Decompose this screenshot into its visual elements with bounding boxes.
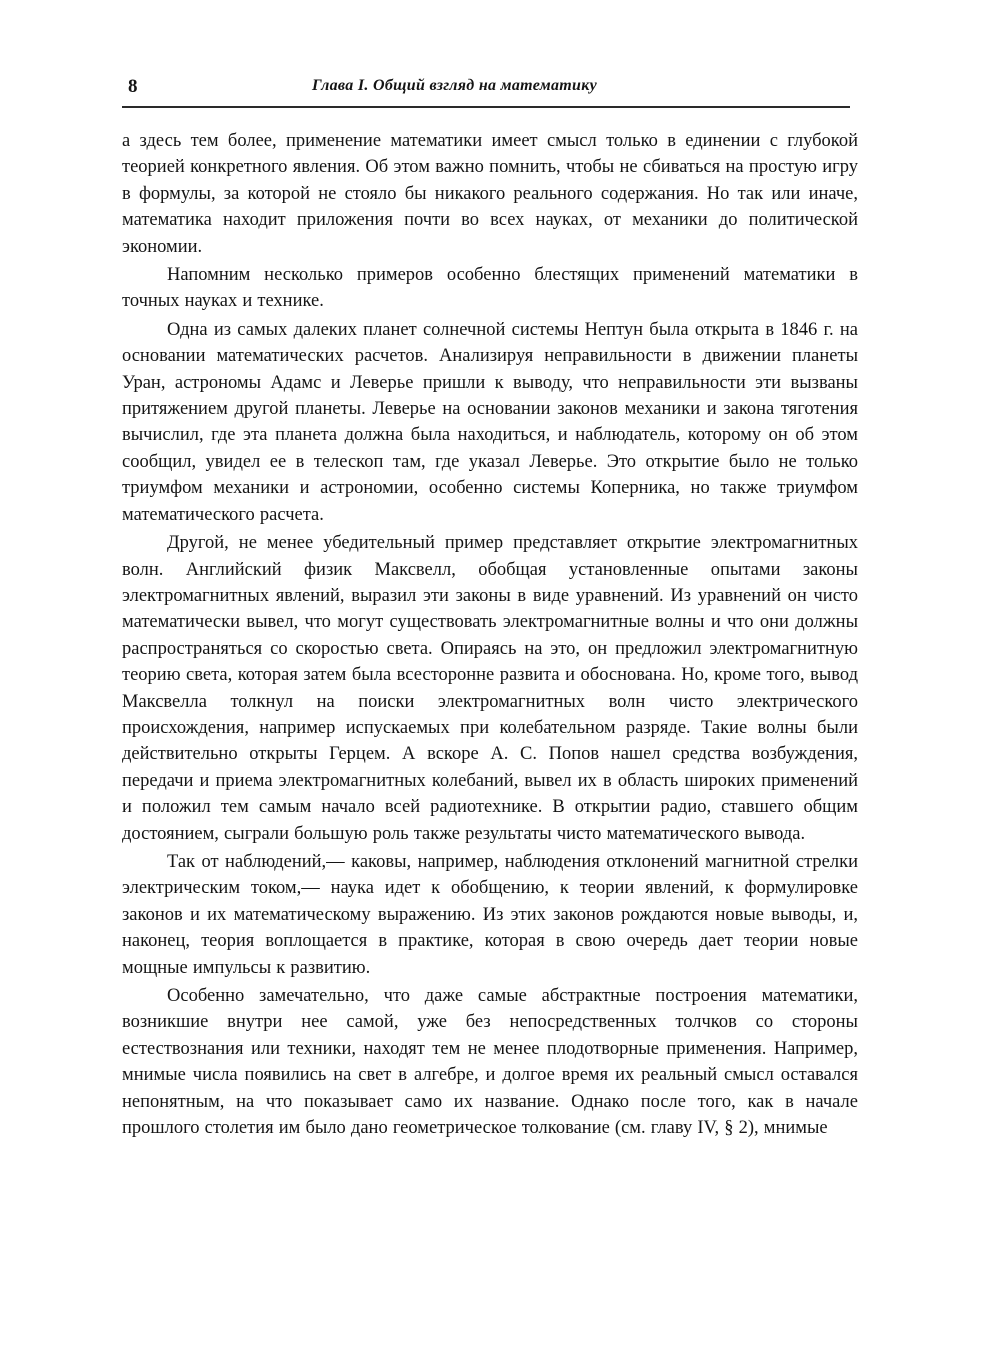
- paragraph: Другой, не менее убедительный пример представляет открытие электромагнитных волн. Английский физик Максвелл, обобщая установленные опытами законы электромагнитных явлений, выразил эти законы в виде уравнений. Из уравнений он чисто математически вывел, что могут существовать электромагнитные волны и что они должны распространяться со скоростью света. Опираясь на это, он предложил электромагнитную теорию света, которая затем была всесторонне развита и обоснована. Но, кроме того, вывод Максвелла толкнул на поиски электромагнитных волн чисто электрического происхождения, например испускаемых при колебательном разряде. Такие волны были действительно открыты Герцем. А вскоре А. С. Попов нашел средства возбуждения, передачи и приема электромагнитных колебаний, вывел их в область широких применений и положил тем самым начало всей радиотехнике. В открытии радио, ставшего общим достоянием, сыграли большую роль также результаты чисто математического вывода.: [122, 533, 858, 844]
- page-number: 8: [128, 76, 138, 97]
- paragraph: Особенно замечательно, что даже самые абстрактные построения математики, возникшие внутри нее самой, уже без непосредственных толчков со стороны естествознания или техники, находят тем не менее плодотворные применения. Например, мнимые числа появились на свет в алгебре, и долгое время их реальный смысл оставался непонятным, на что показывает само их название. Однако после того, как в начале прошлого столетия им было дано геометрическое толкование (см. главу IV, § 2), мнимые: [122, 986, 858, 1139]
- header-rule: [122, 106, 850, 108]
- paragraph: Так от наблюдений,— каковы, например, наблюдения отклонений магнитной стрелки электрическим током,— наука идет к обобщению, к теории явлений, к формулировке законов и их математическому выражению. Из этих законов рождаются новые выводы, и, наконец, теория воплощается в практике, которая в свою очередь дает теории новые мощные импульсы к развитию.: [122, 851, 858, 978]
- paragraph: Напомним несколько примеров особенно блестящих применений математики в точных науках и технике.: [122, 265, 858, 312]
- running-head: Глава I. Общий взгляд на математику: [312, 77, 598, 94]
- body-text: [122, 128, 858, 1141]
- paragraph: Одна из самых далеких планет солнечной системы Нептун была открыта в 1846 г. на основании математических расчетов. Анализируя неправильности в движении планеты Уран, астрономы Адамс и Леверье пришли к выводу, что неправильности эти вызваны притяжением другой планеты. Леверье на основании законов механики и закона тяготения вычислил, где эта планета должна была находиться, и наблюдатель, которому он об этом сообщил, увидел ее в телескоп там, где указал Леверье. Это открытие было не только триумфом механики и астрономии, особенно системы Коперника, но также триумфом математического расчета.: [122, 319, 858, 525]
- page-header: [122, 74, 850, 104]
- paragraph-continuation: а здесь тем более, применение математики имеет смысл только в единении с глубокой теорией конкретного явления. Об этом важно помнить, чтобы не сбиваться на простую игру в формулы, за которой не стояло бы никакого реального содержания. Но так или иначе, математика находит приложения почти во всех науках, от механики до политической экономии.: [122, 131, 858, 257]
